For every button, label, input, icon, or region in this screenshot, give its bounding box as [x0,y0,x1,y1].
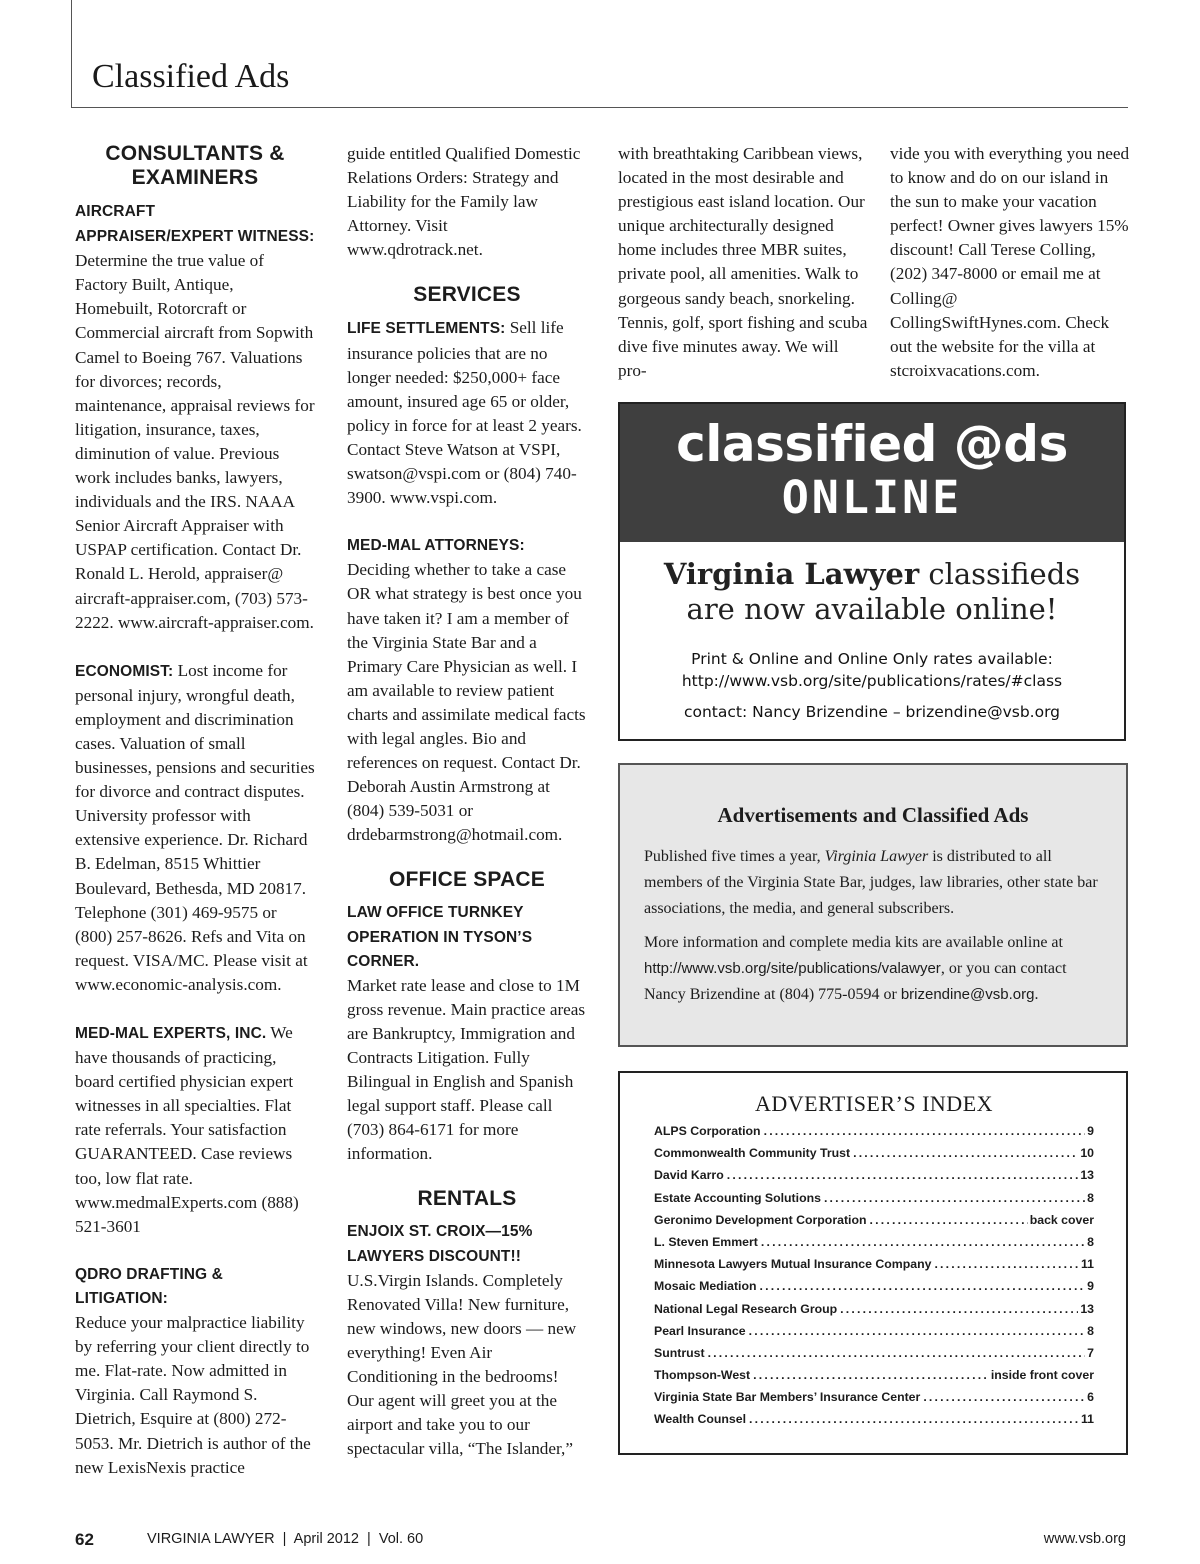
headline-rest: classifieds [919,557,1081,591]
footer-page-number: 62 [75,1530,94,1549]
advertisements-info-box [618,763,1128,1047]
listing-st-croix-continued: with breathtaking Caribbean views, located in the most desirable and prestigious east island location. Our unique architecturally designed home includes three MBR suites, private pool, all amenities. Walk to gorgeous sandy beach, snorkeling. Tennis, golf, sport fishing and scuba dive five minutes away. We will pro- [618,144,868,380]
ads-paragraph-2 [644,930,1102,1008]
index-page-number: 13 [1080,1301,1094,1316]
listing-economist [75,659,315,997]
index-advertiser-name: Suntrust [654,1345,705,1360]
index-page-number: 9 [1087,1124,1094,1138]
index-page-number: 8 [1087,1190,1094,1205]
index-row [654,1187,1094,1209]
footer-publication: VIRGINIA LAWYER | April 2012 | Vol. 60 [147,1531,424,1547]
email-link[interactable]: brizendine@vsb.org [900,986,1035,1003]
section-heading-rentals: RENTALS [417,1187,517,1211]
index-row [654,1275,1094,1297]
valawyer-link[interactable]: http://www.vsb.org/site/publications/valawyer [644,960,941,977]
listing-heading: LIFE SETTLEMENTS: [347,320,506,338]
listing-heading: MED-MAL EXPERTS, INC. [75,1025,267,1042]
index-advertiser-name: Commonwealth Community Trust [654,1146,851,1161]
index-advertiser-name: L. Steven Emmert [654,1234,758,1249]
listing-heading: ECONOMIST: [75,662,174,680]
index-leader-dots [724,1164,1079,1186]
index-advertiser-name: ALPS Corporation [654,1124,761,1138]
banner-line-2: ONLINE [781,471,963,524]
index-row [654,1320,1094,1342]
text: , or you can contact Nancy Brizendine at (804) 775-0594 or [644,960,1067,1003]
index-page-number: 11 [1081,1257,1094,1272]
index-leader-dots [866,1209,1027,1231]
section-heading-office-space: OFFICE SPACE [388,868,546,892]
index-leader-dots [837,1298,1078,1320]
column-1 [75,142,315,1504]
listing-text: We have thousands of practicing, board certified physician expert witnesses in all specialties. Flat rate referrals. Your satisfaction GUARANTEED. Case reviews too, low flat rate. www.medmalExperts.com (888) 521-3601 [75,1023,299,1236]
listing-heading: LAW OFFICE TURNKEY OPERATION IN TYSON’S CORNER. [347,904,533,970]
index-advertiser-name: Thompson-West [654,1368,751,1383]
listing-text: Determine the true value of Factory Built, Antique, Homebuilt, Rotorcraft or Commercial aircraft from Sopwith Camel to Boeing 767. Valuations for divorces; records, maintenance, appraisal reviews for litigation, insurance, taxes, diminution of value. Previous work includes banks, lawyers, individuals and the IRS. NAAA Senior Aircraft Appraiser with USPAP certification. Contact Dr. Ronald L. Herold, appraiser@ aircraft-appraiser.com, (703) 573-2222. www.aircraft-appraiser.com. [75,251,315,632]
magazine-name: Virginia Lawyer [824,848,929,865]
listing-text: U.S.Virgin Islands. Completely Renovated Villa! New furniture, new windows, new doors — new everything! Even Air Conditioning in the bedrooms! Our agent will greet you at the airport and take you to our spectacular villa, “The Islander,” [347,1270,577,1459]
advertisers-index [618,1071,1128,1455]
index-page-number: 13 [1080,1168,1094,1183]
index-page-number: 9 [1087,1279,1094,1294]
rates-url-link[interactable]: http://www.vsb.org/site/publications/rates/#class [681,672,1063,690]
index-advertiser-name: David Karro [654,1168,724,1183]
online-rates [620,648,1124,692]
index-page-number: 8 [1087,1234,1094,1249]
index-advertiser-name: Mosaic Mediation [654,1279,757,1294]
listing-text: Sell life insurance policies that are no longer needed: $250,000+ face amount, insured age 65 or older, policy in force for at least 2 years. Contact Steve Watson at VSPI, swatson@vspi.com or (804) 740-3900. www.vspi.com. [347,318,582,508]
listing-st-croix [347,1220,587,1461]
index-row [654,1231,1094,1253]
page-title: Classified Ads [92,58,290,95]
index-leader-dots [757,1275,1086,1297]
listing-qdro [75,1263,315,1480]
index-leader-dots [750,1364,989,1386]
index-advertiser-name: Geronimo Development Corporation [654,1212,867,1227]
headline-line-2: are now available online! [686,592,1058,626]
index-page-number: 10 [1080,1146,1094,1161]
classifieds-online-banner [620,404,1124,542]
header-horizontal-rule [71,107,1128,108]
index-page-number: 6 [1087,1390,1094,1405]
ads-box-title: Advertisements and Classified Ads [717,803,1029,827]
text: is distributed to all members of the Virginia State Bar, judges, law libraries, other state bar associations, the media, and general subscribers. [644,848,1098,917]
online-headline [620,557,1124,627]
index-leader-dots [746,1408,1079,1430]
listing-text: guide entitled Qualified Domestic Relations Orders: Strategy and Liability for the Family law Attorney. Visit www.qdrotrack.net. [347,144,581,260]
section-heading-services: SERVICES [413,283,521,307]
listing-medmal-attorneys [347,534,587,847]
index-advertiser-name: Estate Accounting Solutions [654,1190,821,1205]
index-leader-dots [931,1253,1079,1275]
index-row [654,1120,1094,1142]
listing-text: Reduce your malpractice liability by referring your client directly to me. Flat-rate. Now admitted in Virginia. Call Raymond S. Dietrich, Esquire at (800) 272-5053. Mr. Dietrich is author of the new LexisNexis practice [75,1313,311,1477]
index-advertiser-name: Virginia State Bar Members’ Insurance Center [654,1390,921,1405]
listing-life-settlements [347,316,587,510]
index-leader-dots [821,1187,1085,1209]
listing-qdro-continued [347,142,587,262]
index-advertiser-name: Wealth Counsel [654,1412,747,1427]
column-3 [618,142,868,383]
column-4 [890,142,1130,383]
index-leader-dots [920,1386,1085,1408]
listing-text: Deciding whether to take a case OR what strategy is best once you have taken it? I am a member of the Virginia State Bar and a Primary Care Physician as well. I am available to review patient charts and assimilate medical facts with legal angles. Bio and references on request. Contact Dr. Deborah Austin Armstrong at (804) 539-5031 or drdebarmstrong@hotmail.com. [347,560,586,845]
index-row [654,1408,1094,1430]
listing-st-croix-continued-2: vide you with everything you need to know and do on our island in the sun to make your vacation perfect! Owner gives lawyers 15% discount! Call Terese Colling, (202) 347-8000 or email me at Colling@ CollingSwiftHynes.com. Check out the website for the villa at stcroixvacations.com. [890,144,1130,380]
index-row [654,1253,1094,1275]
index-row [654,1386,1094,1408]
headline-magazine-name: Virginia Lawyer [663,557,920,591]
index-leader-dots [746,1320,1086,1342]
banner-line-1: classified @ds [676,415,1068,473]
index-page-number: inside front cover [990,1368,1094,1383]
index-row [654,1298,1094,1320]
index-row [654,1364,1094,1386]
text: More information and complete media kits are available online at [644,934,1063,951]
listing-heading: ENJOIX ST. CROIX—15% LAWYERS DISCOUNT!! [347,1223,533,1265]
index-advertiser-name: Minnesota Lawyers Mutual Insurance Company [654,1257,932,1272]
index-leader-dots [705,1342,1086,1364]
index-row [654,1164,1094,1186]
index-title: ADVERTISER’S INDEX [754,1091,994,1116]
index-row [654,1209,1094,1231]
index-leader-dots [758,1231,1085,1253]
listing-heading: QDRO DRAFTING & LITIGATION: [75,1265,223,1307]
index-page-number: 8 [1087,1323,1094,1338]
listing-heading: MED-MAL ATTORNEYS: [347,537,525,555]
rates-text: Print & Online and Online Only rates available: [691,650,1053,668]
index-list [654,1120,1094,1431]
text: Published five times a year, [644,848,825,865]
index-advertiser-name: National Legal Research Group [654,1301,838,1316]
listing-heading: AIRCRAFT APPRAISER/EXPERT WITNESS: [75,203,315,246]
index-page-number: 11 [1081,1412,1094,1427]
classifieds-online-ad [618,402,1126,741]
listing-medmal-experts [75,1021,315,1239]
index-advertiser-name: Pearl Insurance [654,1323,746,1338]
footer-url: www.vsb.org [1043,1531,1126,1547]
index-row [654,1342,1094,1364]
index-leader-dots [761,1120,1086,1142]
listing-aircraft-appraiser [75,199,315,635]
index-page-number: back cover [1029,1212,1094,1227]
listing-text: Market rate lease and close to 1M gross revenue. Main practice areas are Bankruptcy, Immigration and Contracts Litigation. Fully Bilingual in English and Spanish legal support staff. Please call (703) 864-6171 for more information. [347,975,586,1164]
ads-paragraph-1 [644,844,1102,922]
index-row [654,1142,1094,1164]
header-vertical-rule [71,0,72,108]
listing-text: Lost income for personal injury, wrongful death, employment and discrimination cases. Valuation of small businesses, pensions and securities for divorce and contract disputes. University professor with extensive experience. Dr. Richard B. Edelman, 8515 Whittier Boulevard, Bethesda, MD 20817. Telephone (301) 469-9575 or (800) 257-8626. Refs and Vita on request. VISA/MC. Please visit at www.economic-analysis.com. [75,660,315,994]
section-heading-consultants: CONSULTANTS & EXAMINERS [105,142,285,189]
online-contact: contact: Nancy Brizendine – brizendine@vsb.org [683,703,1061,721]
text: . [1034,986,1039,1003]
listing-law-office [347,901,587,1166]
index-leader-dots [850,1142,1078,1164]
index-page-number: 7 [1087,1345,1094,1360]
column-2 [347,142,587,1485]
